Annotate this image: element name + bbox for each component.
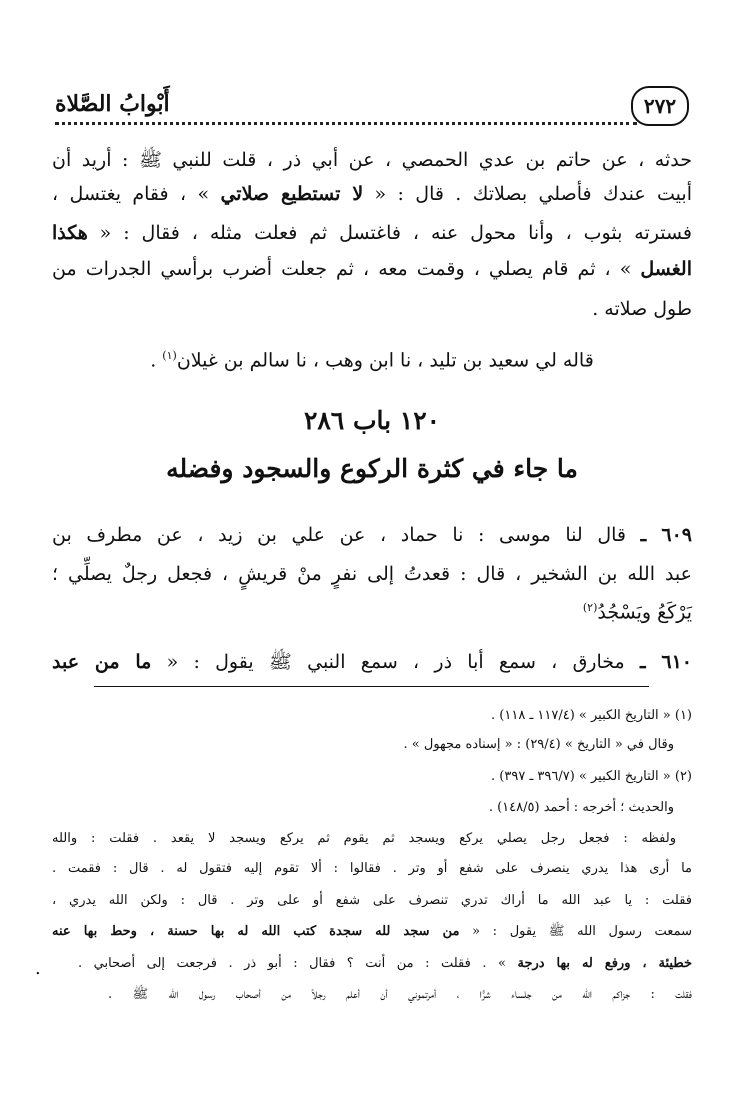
body-line: أبيت عندك فأصلي بصلاتك . قال : « لا تستطيع صلاتي » ، فقام يغتسل ،	[52, 183, 692, 205]
emphasis: من سجد لله سجدة كتب الله له بها حسنة ، وحط بها عنه	[52, 924, 460, 939]
hadith-number: ٦١٠ ـ	[639, 651, 692, 673]
footnote-line: والحديث ؛ أخرجه : أحمد (١٤٨/٥) .	[488, 800, 674, 815]
hadith-line: يَرْكَعُ ويَسْجُدُ$^{(٢)}$	[582, 601, 692, 624]
emphasis: خطيئة ، ورفع له بها درجة	[517, 956, 692, 971]
footnote-line: وقال في « التاريخ » (٢٩/٤) : « إسناده مجهول » .	[403, 737, 674, 752]
footnote-line: ما أرى هذا يدري ينصرف على شفع أو وتر . فقالوا : ألا تقوم إليه فتقول له . قال : فقمت .	[52, 861, 692, 876]
running-title: أَبْوابُ الصَّلاة	[55, 91, 170, 117]
emphasis: الغسل	[640, 258, 692, 280]
chapter-title: ما جاء في كثرة الركوع والسجود وفضله	[166, 454, 578, 483]
footnote-separator	[94, 686, 649, 687]
emphasis: هكذا	[52, 222, 88, 244]
footnote-line: فقلت : جزاكم الله من جلساء شرًّا ، أمرتموني أن أعلم رجلاً من أصحاب رسول الله ﷺ .	[108, 987, 692, 1002]
footnote-line: سمعت رسول الله ﷺ يقول : « من سجد لله سجدة كتب الله له بها حسنة ، وحط بها عنه	[52, 924, 692, 939]
footnote-line: ولفظه : فجعل رجل يصلي يركع ويسجد ثم يقوم ثم يركع ويسجد لا يقعد . فقلت : والله	[52, 831, 676, 846]
body-line: الغسل » ، ثم قام يصلي ، وقمت معه ، ثم جعلت أضرب برأسي الجدرات من	[52, 258, 692, 280]
footnote-line: فقلت : يا عبد الله ما أراك تدري تنصرف على شفع أو على وتر . قال : ولكن الله يدري ،	[52, 893, 692, 908]
chapter-number: ١٢٠ باب ٢٨٦	[303, 406, 441, 435]
emphasis: لا تستطيع صلاتي	[220, 183, 364, 205]
hadith-number: ٦٠٩ ـ	[640, 524, 693, 546]
emphasis: ما من عبد	[52, 651, 152, 673]
footnote-ref: (٢)	[582, 601, 598, 614]
hadith-line: ٦٠٩ ـ قال لنا موسى : نا حماد ، عن علي بن زيد ، عن مطرف بن	[52, 524, 693, 546]
attribution-line: قاله لي سعيد بن تليد ، نا ابن وهب ، نا سالم بن غيلان$^{(١)}$ .	[150, 349, 594, 372]
hadith-line: ٦١٠ ـ مخارق ، سمع أبا ذر ، سمع النبي ﷺ يقول : « ما من عبد	[52, 651, 692, 673]
page-header	[55, 86, 689, 126]
footnote-line: خطيئة ، ورفع له بها درجة » . فقلت : من أنت ؟ فقال : أبو ذر . فرجعت إلى أصحابي .	[78, 956, 692, 971]
footnote-line: (١) « التاريخ الكبير » (١١٧/٤ ـ ١١٨) .	[491, 708, 692, 723]
hadith-line: عبد الله بن الشخير ، قال : قعدتُ إلى نفرٍ منْ قريشٍ ، فجعل رجلٌ يصلِّي ؛	[52, 563, 692, 585]
footnote-ref: (١)	[162, 349, 177, 362]
body-line: فسترته بثوب ، وأنا محول عنه ، فاغتسل ثم فعلت مثله ، فقال : « هكذا	[52, 222, 692, 244]
header-dotted-rule	[55, 122, 637, 125]
stray-dot: .	[35, 958, 41, 979]
page-number: ٢٧٢	[631, 86, 689, 126]
body-line: حدثه ، عن حاتم بن عدي الحمصي ، عن أبي ذر ، قلت للنبي ﷺ : أريد أن	[52, 149, 692, 171]
footnote-line: (٢) « التاريخ الكبير » (٣٩٦/٧ ـ ٣٩٧) .	[491, 769, 692, 784]
body-line: طول صلاته .	[592, 298, 692, 320]
